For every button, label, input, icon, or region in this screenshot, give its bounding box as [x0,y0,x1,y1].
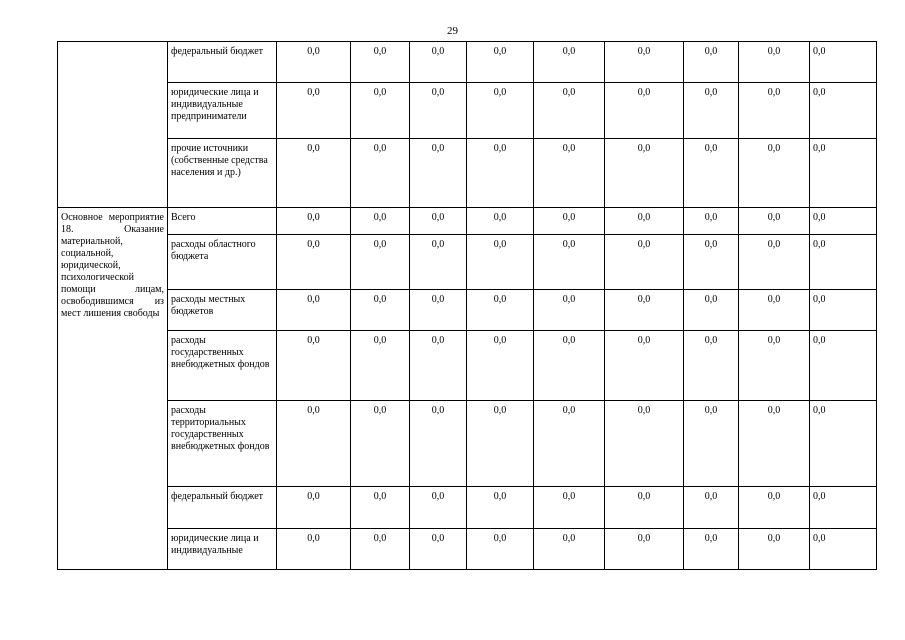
value-cell: 0,0 [410,487,467,529]
value-cell: 0,0 [605,139,684,208]
value-cell: 0,0 [467,139,534,208]
value-cell: 0,0 [277,290,351,331]
value-cell: 0,0 [684,401,739,487]
value-cell: 0,0 [684,42,739,83]
funding-source-cell: федеральный бюджет [168,487,277,529]
value-cell: 0,0 [277,235,351,290]
value-cell: 0,0 [684,208,739,235]
value-cell: 0,0 [351,235,410,290]
value-cell: 0,0 [810,487,877,529]
funding-source-cell: расходы государственных внебюджетных фондов [168,331,277,401]
table-row [58,139,877,208]
value-cell: 0,0 [467,83,534,139]
value-cell: 0,0 [739,331,810,401]
value-cell: 0,0 [739,139,810,208]
page-number: 29 [447,25,458,37]
value-cell: 0,0 [467,331,534,401]
value-cell: 0,0 [410,42,467,83]
value-cell: 0,0 [410,139,467,208]
value-cell: 0,0 [534,42,605,83]
value-cell: 0,0 [605,401,684,487]
table-row [58,529,877,570]
funding-source-cell: юридические лица и индивидуальные предприниматели [168,83,277,139]
value-cell: 0,0 [684,290,739,331]
value-cell: 0,0 [739,290,810,331]
value-cell: 0,0 [534,235,605,290]
value-cell: 0,0 [810,139,877,208]
funding-source-cell: расходы областного бюджета [168,235,277,290]
table-row [58,235,877,290]
value-cell: 0,0 [277,83,351,139]
value-cell: 0,0 [534,529,605,570]
value-cell: 0,0 [467,487,534,529]
value-cell: 0,0 [410,83,467,139]
value-cell: 0,0 [277,208,351,235]
budget-table [57,41,877,570]
value-cell: 0,0 [467,290,534,331]
value-cell: 0,0 [467,208,534,235]
value-cell: 0,0 [534,83,605,139]
value-cell: 0,0 [467,235,534,290]
table-row [58,401,877,487]
value-cell: 0,0 [277,401,351,487]
table-row [58,290,877,331]
table-row [58,42,877,83]
value-cell: 0,0 [410,529,467,570]
value-cell: 0,0 [277,331,351,401]
value-cell: 0,0 [810,529,877,570]
value-cell: 0,0 [410,208,467,235]
value-cell: 0,0 [351,290,410,331]
value-cell: 0,0 [277,487,351,529]
value-cell: 0,0 [739,235,810,290]
value-cell: 0,0 [351,42,410,83]
value-cell: 0,0 [351,331,410,401]
value-cell: 0,0 [810,83,877,139]
value-cell: 0,0 [684,487,739,529]
value-cell: 0,0 [605,529,684,570]
value-cell: 0,0 [739,529,810,570]
value-cell: 0,0 [351,487,410,529]
value-cell: 0,0 [534,139,605,208]
funding-source-cell: юридические лица и индивидуальные [168,529,277,570]
value-cell: 0,0 [534,331,605,401]
table-row [58,208,877,235]
value-cell: 0,0 [467,42,534,83]
value-cell: 0,0 [605,331,684,401]
value-cell: 0,0 [684,235,739,290]
value-cell: 0,0 [534,401,605,487]
table-row [58,487,877,529]
value-cell: 0,0 [534,290,605,331]
value-cell: 0,0 [605,42,684,83]
value-cell: 0,0 [684,529,739,570]
value-cell: 0,0 [534,487,605,529]
funding-source-cell: расходы территориальных государственных внебюджетных фондов [168,401,277,487]
value-cell: 0,0 [810,331,877,401]
value-cell: 0,0 [739,83,810,139]
value-cell: 0,0 [277,529,351,570]
funding-source-cell: расходы местных бюджетов [168,290,277,331]
value-cell: 0,0 [467,529,534,570]
value-cell: 0,0 [810,235,877,290]
value-cell: 0,0 [684,331,739,401]
value-cell: 0,0 [605,208,684,235]
value-cell: 0,0 [605,487,684,529]
value-cell: 0,0 [684,139,739,208]
value-cell: 0,0 [410,290,467,331]
value-cell: 0,0 [810,208,877,235]
value-cell: 0,0 [410,401,467,487]
value-cell: 0,0 [351,529,410,570]
value-cell: 0,0 [467,401,534,487]
value-cell: 0,0 [351,208,410,235]
value-cell: 0,0 [605,290,684,331]
value-cell: 0,0 [605,235,684,290]
table-row [58,83,877,139]
value-cell: 0,0 [739,487,810,529]
value-cell: 0,0 [739,42,810,83]
value-cell: 0,0 [410,331,467,401]
value-cell: 0,0 [605,83,684,139]
funding-source-cell: Всего [168,208,277,235]
value-cell: 0,0 [277,42,351,83]
value-cell: 0,0 [684,83,739,139]
activity-cell [58,42,168,208]
table-body [58,42,877,570]
value-cell: 0,0 [534,208,605,235]
value-cell: 0,0 [739,208,810,235]
value-cell: 0,0 [810,290,877,331]
table-row [58,331,877,401]
funding-source-cell: федеральный бюджет [168,42,277,83]
value-cell: 0,0 [351,401,410,487]
value-cell: 0,0 [810,42,877,83]
funding-source-cell: прочие источники (собственные средства населения и др.) [168,139,277,208]
value-cell: 0,0 [810,401,877,487]
value-cell: 0,0 [351,83,410,139]
activity-cell: Основное мероприятие 18. Оказание материальной, социальной, юридической, психологической помощи лицам, освободившимся из мест лишения свободы [58,208,168,570]
value-cell: 0,0 [277,139,351,208]
value-cell: 0,0 [410,235,467,290]
value-cell: 0,0 [739,401,810,487]
value-cell: 0,0 [351,139,410,208]
